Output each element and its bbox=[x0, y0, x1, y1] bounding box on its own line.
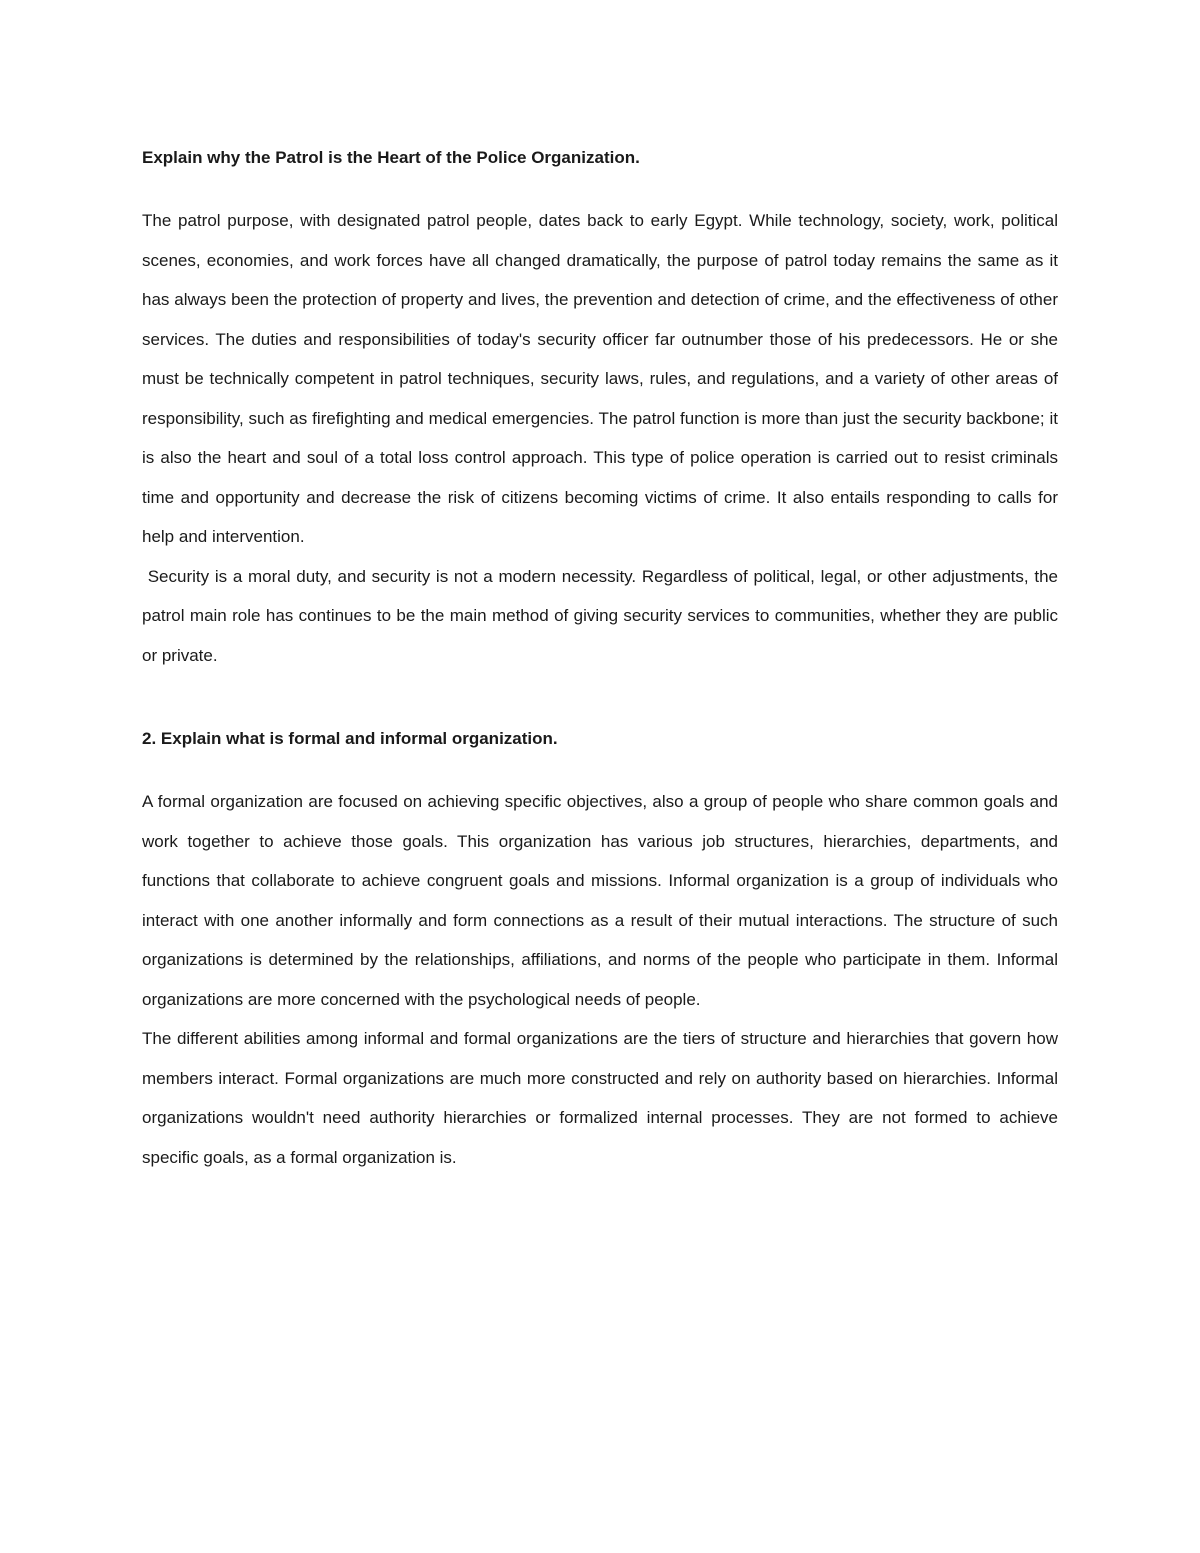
section2-heading: 2. Explain what is formal and informal organization. bbox=[142, 729, 558, 748]
section2-paragraph-2: The different abilities among informal and formal organizations are the tiers of structure and hierarchies that govern how members interact. Formal organizations are much more constructed and rely on authority based on hierarchies. Informal organizations wouldn't need authority hierarchies or formalized internal processes. They are not formed to achieve specific goals, as a formal organization is. bbox=[142, 1029, 1058, 1167]
section1-paragraph-2: Security is a moral duty, and security is not a modern necessity. Regardless of political, legal, or other adjustments, the patrol main role has continues to be the main method of giving security services to communities, whether they are public or private. bbox=[142, 566, 1063, 665]
document-page bbox=[142, 138, 1063, 1177]
section2-paragraph-1: A formal organization are focused on achieving specific objectives, also a group of people who share common goals and work together to achieve those goals. This organization has various job structures, hierarchies, departments, and functions that collaborate to achieve congruent goals and missions. Informal organization is a group of individuals who interact with one another informally and form connections as a result of their mutual interactions. The structure of such organizations is determined by the relationships, affiliations, and norms of the people who participate in them. Informal organizations are more concerned with the psychological needs of people. bbox=[142, 792, 1058, 1009]
section1-paragraph-1: The patrol purpose, with designated patrol people, dates back to early Egypt. While technology, society, work, political scenes, economies, and work forces have all changed dramatically, the purpose of patrol today remains the same as it has always been the protection of property and lives, the prevention and detection of crime, and the effectiveness of other services. The duties and responsibilities of today's security officer far outnumber those of his predecessors. He or she must be technically competent in patrol techniques, security laws, rules, and regulations, and a variety of other areas of responsibility, such as firefighting and medical emergencies. The patrol function is more than just the security backbone; it is also the heart and soul of a total loss control approach. This type of police operation is carried out to resist criminals time and opportunity and decrease the risk of citizens becoming victims of crime. It also entails responding to calls for help and intervention. bbox=[142, 211, 1058, 546]
section1-heading: Explain why the Patrol is the Heart of the Police Organization. bbox=[142, 148, 640, 167]
